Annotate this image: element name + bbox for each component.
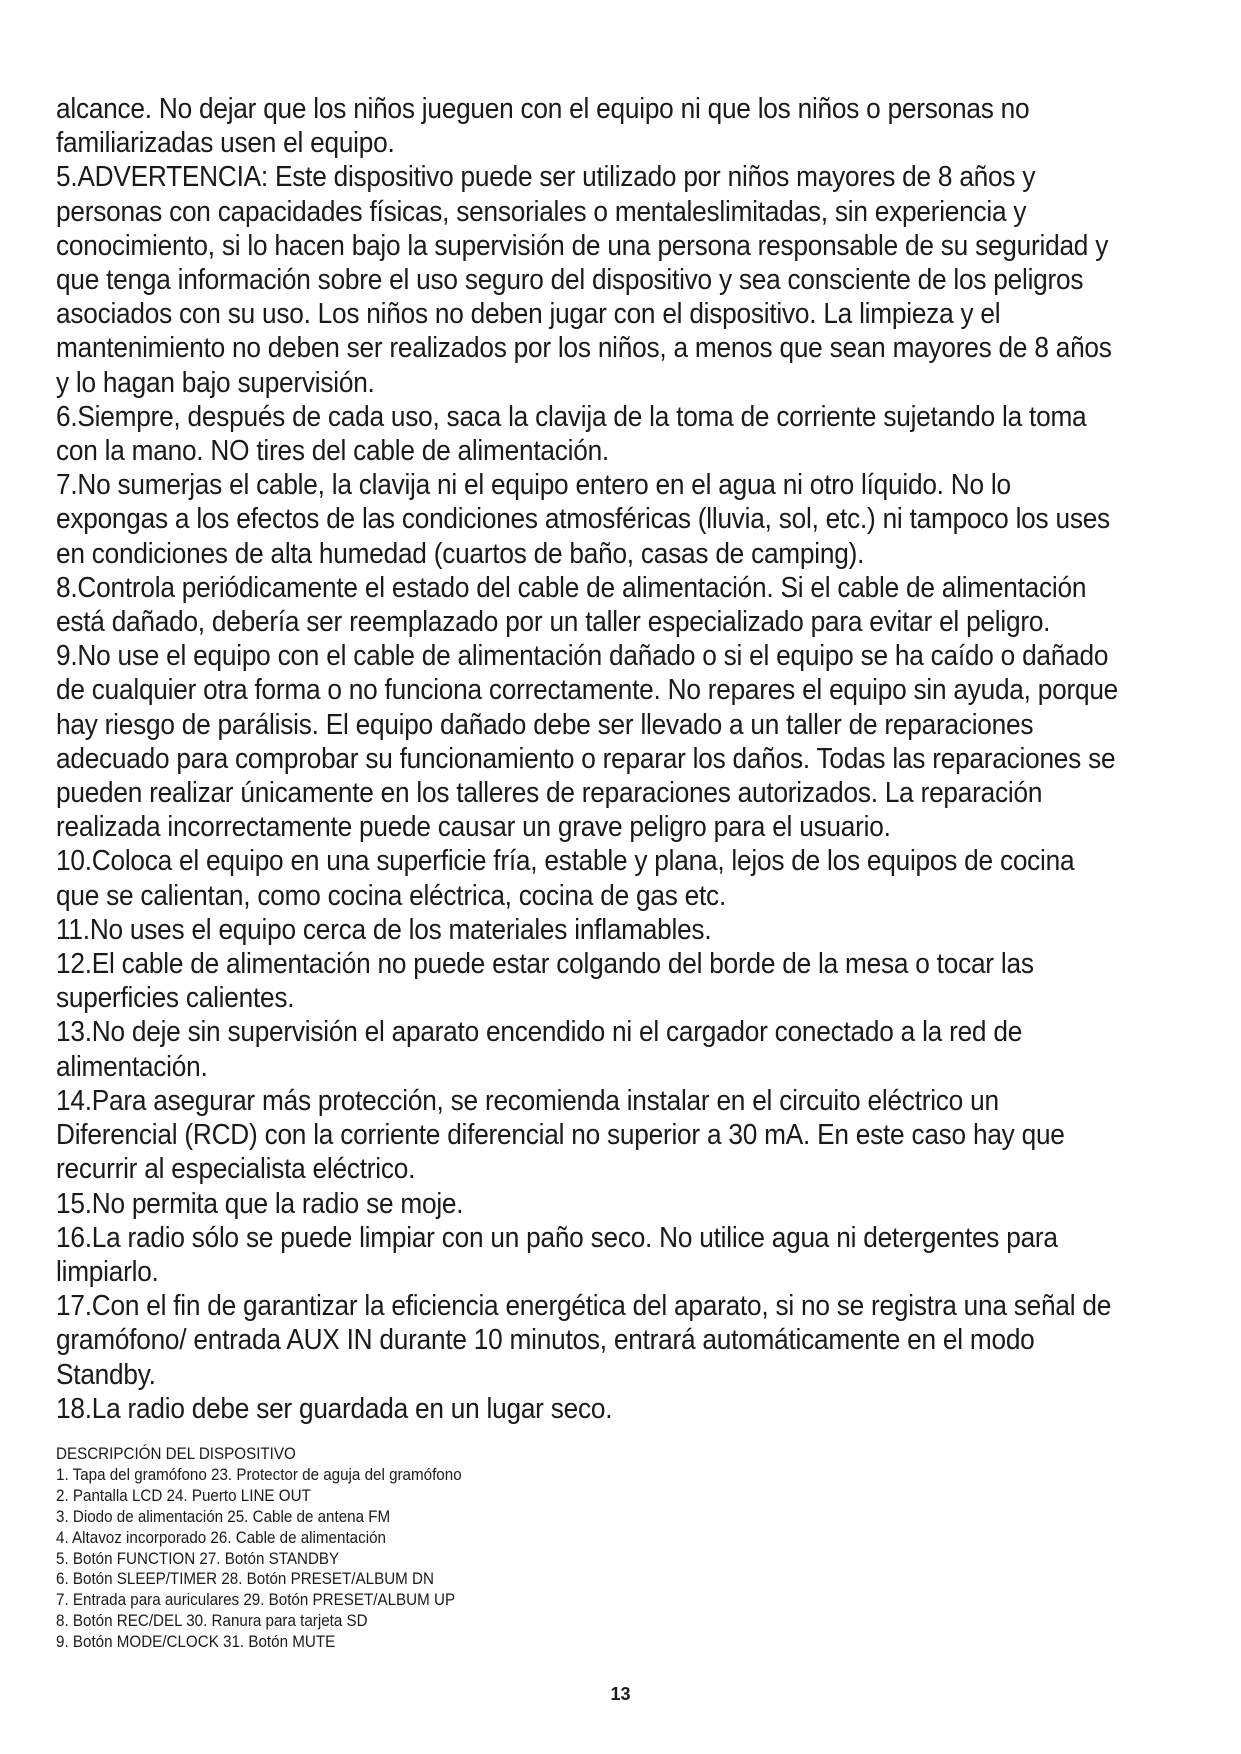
paragraph-line: mantenimiento no deben ser realizados por los niños, a menos que sean mayores de 8 años xyxy=(56,332,1112,365)
paragraph-line: 16.La radio sólo se puede limpiar con un paño seco. No utilice agua ni detergentes para xyxy=(56,1221,1058,1254)
paragraph-line: expongas a los efectos de las condiciones atmosféricas (lluvia, sol, etc.) ni tampoco los uses xyxy=(56,503,1110,536)
page-number: 13 xyxy=(610,1684,631,1704)
paragraph-line: alimentación. xyxy=(56,1050,208,1083)
paragraph-line: 11.No uses el equipo cerca de los materiales inflamables. xyxy=(56,913,712,946)
device-parts-list xyxy=(56,1465,462,1653)
safety-paragraph xyxy=(56,1392,1196,1426)
paragraph-line: está dañado, debería ser reemplazado por un taller especializado para evitar el peligro. xyxy=(56,606,1051,639)
safety-paragraph xyxy=(56,92,1196,160)
safety-paragraph xyxy=(56,1084,1196,1187)
paragraph-line: 13.No deje sin supervisión el aparato encendido ni el cargador conectado a la red de xyxy=(56,1016,1023,1049)
device-part-item: 5. Botón FUNCTION 27. Botón STANDBY xyxy=(56,1549,340,1568)
paragraph-line: limpiarlo. xyxy=(56,1255,159,1288)
paragraph-line: personas con capacidades físicas, sensoriales o mentaleslimitadas, sin experiencia y xyxy=(56,195,1027,228)
paragraph-line: 8.Controla periódicamente el estado del cable de alimentación. Si el cable de alimentación xyxy=(56,571,1087,604)
paragraph-line: pueden realizar únicamente en los talleres de reparaciones autorizados. La reparación xyxy=(56,777,1043,810)
device-part-item: 1. Tapa del gramófono 23. Protector de aguja del gramófono xyxy=(56,1465,462,1484)
device-part-item: 6. Botón SLEEP/TIMER 28. Botón PRESET/ALBUM DN xyxy=(56,1570,434,1589)
paragraph-line: Standby. xyxy=(56,1358,156,1391)
paragraph-line: 14.Para asegurar más protección, se recomienda instalar en el circuito eléctrico un xyxy=(56,1084,999,1117)
paragraph-line: superficies calientes. xyxy=(56,982,295,1015)
paragraph-line: adecuado para comprobar su funcionamiento o reparar los daños. Todas las reparaciones se xyxy=(56,742,1116,775)
paragraph-line: 9.No use el equipo con el cable de alimentación dañado o si el equipo se ha caído o dañado xyxy=(56,640,1109,673)
device-part-item: 3. Diodo de alimentación 25. Cable de antena FM xyxy=(56,1507,391,1526)
paragraph-line: 6.Siempre, después de cada uso, saca la clavija de la toma de corriente sujetando la toma xyxy=(56,400,1087,433)
device-part-item: 8. Botón REC/DEL 30. Ranura para tarjeta SD xyxy=(56,1612,368,1631)
paragraph-line: realizada incorrectamente puede causar un grave peligro para el usuario. xyxy=(56,811,891,844)
device-part-item: 9. Botón MODE/CLOCK 31. Botón MUTE xyxy=(56,1633,336,1652)
paragraph-line: hay riesgo de parálisis. El equipo dañado debe ser llevado a un taller de reparaciones xyxy=(56,708,1034,741)
paragraph-line: asociados con su uso. Los niños no deben jugar con el dispositivo. La limpieza y el xyxy=(56,298,1001,331)
safety-paragraph xyxy=(56,571,1196,639)
device-part-item: 2. Pantalla LCD 24. Puerto LINE OUT xyxy=(56,1486,311,1505)
paragraph-line: y lo hagan bajo supervisión. xyxy=(56,366,375,399)
paragraph-line: de cualquier otra forma o no funciona correctamente. No repares el equipo sin ayuda, porque xyxy=(56,674,1119,707)
safety-paragraph xyxy=(56,844,1196,912)
safety-paragraph xyxy=(56,1221,1196,1289)
paragraph-line: recurrir al especialista eléctrico. xyxy=(56,1153,416,1186)
safety-paragraph xyxy=(56,947,1196,1015)
safety-paragraph xyxy=(56,913,1196,947)
paragraph-line: 17.Con el fin de garantizar la eficiencia energética del aparato, si no se registra una señal de xyxy=(56,1290,1112,1323)
paragraph-line: que tenga información sobre el uso seguro del dispositivo y sea consciente de los peligros xyxy=(56,264,1084,297)
paragraph-line: Diferencial (RCD) con la corriente diferencial no superior a 30 mA. En este caso hay que xyxy=(56,1119,1065,1152)
paragraph-line: 7.No sumerjas el cable, la clavija ni el equipo entero en el agua ni otro líquido. No lo xyxy=(56,469,1011,502)
paragraph-line: 12.El cable de alimentación no puede estar colgando del borde de la mesa o tocar las xyxy=(56,948,1034,981)
paragraph-line: gramófono/ entrada AUX IN durante 10 minutos, entrará automáticamente en el modo xyxy=(56,1324,1035,1357)
paragraph-line: familiarizadas usen el equipo. xyxy=(56,127,395,160)
safety-paragraph xyxy=(56,400,1196,468)
paragraph-line: 10.Coloca el equipo en una superficie fría, estable y plana, lejos de los equipos de cocina xyxy=(56,845,1075,878)
device-part-item: 7. Entrada para auriculares 29. Botón PRESET/ALBUM UP xyxy=(56,1591,456,1610)
paragraph-line: alcance. No dejar que los niños jueguen con el equipo ni que los niños o personas no xyxy=(56,93,1030,125)
safety-paragraph xyxy=(56,639,1196,844)
safety-paragraph xyxy=(56,1015,1196,1083)
paragraph-line: 18.La radio debe ser guardada en un lugar seco. xyxy=(56,1392,613,1425)
paragraph-line: con la mano. NO tires del cable de alimentación. xyxy=(56,435,609,468)
safety-instructions xyxy=(56,92,1196,1426)
safety-paragraph xyxy=(56,1289,1196,1392)
safety-paragraph xyxy=(56,160,1196,399)
paragraph-line: conocimiento, si lo hacen bajo la supervisión de una persona responsable de su seguridad y xyxy=(56,229,1109,262)
paragraph-line: 15.No permita que la radio se moje. xyxy=(56,1187,464,1220)
paragraph-line: 5.ADVERTENCIA: Este dispositivo puede ser utilizado por niños mayores de 8 años y xyxy=(56,161,1036,194)
paragraph-line: en condiciones de alta humedad (cuartos de baño, casas de camping). xyxy=(56,537,865,570)
device-part-item: 4. Altavoz incorporado 26. Cable de alimentación xyxy=(56,1528,386,1547)
paragraph-line: que se calientan, como cocina eléctrica, cocina de gas etc. xyxy=(56,879,727,912)
safety-paragraph xyxy=(56,468,1196,571)
device-description-title: DESCRIPCIÓN DEL DISPOSITIVO xyxy=(56,1445,296,1463)
safety-paragraph xyxy=(56,1187,1196,1221)
device-description-section xyxy=(56,1444,462,1653)
